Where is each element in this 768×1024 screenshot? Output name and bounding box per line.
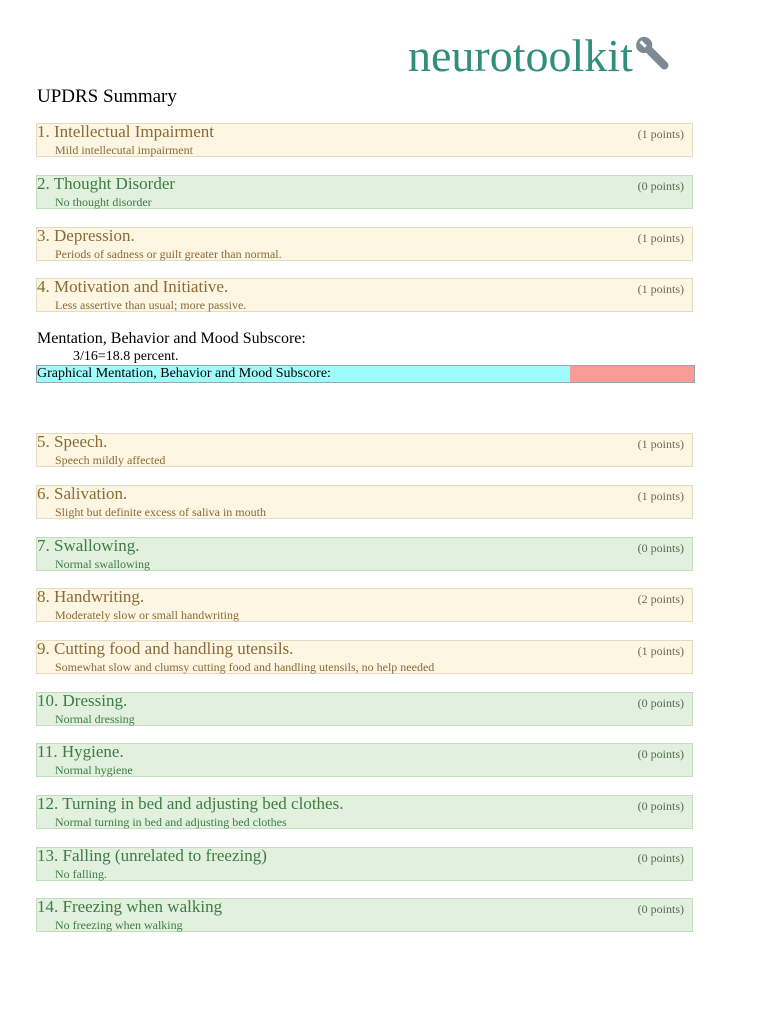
item-description: Normal dressing — [55, 712, 135, 726]
item-points: (0 points) — [637, 541, 684, 555]
item-description: Periods of sadness or guilt greater than normal. — [55, 247, 282, 261]
updrs-item-intellectual-impairment — [36, 123, 693, 157]
subscore-graph-bar — [36, 365, 695, 383]
updrs-item-motivation-initiative — [36, 278, 693, 312]
logo-text: neurotoolkit — [408, 30, 633, 81]
updrs-item-thought-disorder — [36, 175, 693, 209]
item-title: 8. Handwriting. — [37, 587, 145, 606]
item-title: 6. Salivation. — [37, 484, 128, 503]
updrs-item-falling — [36, 847, 693, 881]
item-description: Speech mildly affected — [55, 453, 166, 467]
updrs-item-freezing-walking — [36, 898, 693, 932]
item-description: Normal turning in bed and adjusting bed clothes — [55, 815, 287, 829]
item-points: (0 points) — [637, 851, 684, 865]
item-title: 2. Thought Disorder — [37, 174, 176, 193]
subscore-graph-label: Graphical Mentation, Behavior and Mood Subscore: — [37, 366, 331, 381]
item-title: 9. Cutting food and handling utensils. — [37, 639, 294, 658]
page-title: UPDRS Summary — [37, 86, 177, 107]
item-description: No falling. — [55, 867, 107, 881]
item-description: Somewhat slow and clumsy cutting food and handling utensils, no help needed — [55, 660, 435, 674]
item-description: Moderately slow or small handwriting — [55, 608, 239, 622]
updrs-item-cutting-food — [36, 640, 693, 674]
updrs-item-hygiene — [36, 743, 693, 777]
item-points: (1 points) — [637, 127, 684, 141]
updrs-item-dressing — [36, 692, 693, 726]
item-title: 13. Falling (unrelated to freezing) — [37, 846, 267, 865]
item-title: 1. Intellectual Impairment — [37, 122, 215, 141]
item-points: (0 points) — [637, 696, 684, 710]
neurotoolkit-logo — [408, 28, 673, 84]
wrench-icon — [631, 32, 673, 74]
item-description: Slight but definite excess of saliva in mouth — [55, 505, 266, 519]
item-points: (1 points) — [637, 437, 684, 451]
item-points: (0 points) — [637, 179, 684, 193]
item-title: 7. Swallowing. — [37, 536, 140, 555]
item-points: (1 points) — [637, 489, 684, 503]
item-description: Normal hygiene — [55, 763, 133, 777]
item-points: (1 points) — [637, 231, 684, 245]
item-description: No freezing when walking — [55, 918, 183, 932]
item-title: 11. Hygiene. — [37, 742, 124, 761]
item-title: 12. Turning in bed and adjusting bed clothes. — [37, 794, 344, 813]
updrs-item-turning-in-bed — [36, 795, 693, 829]
updrs-item-depression — [36, 227, 693, 261]
item-points: (1 points) — [637, 644, 684, 658]
subscore-title: Mentation, Behavior and Mood Subscore: — [37, 330, 306, 347]
item-points: (0 points) — [637, 799, 684, 813]
item-title: 3. Depression. — [37, 226, 135, 245]
subscore-value: 3/16=18.8 percent. — [73, 349, 179, 364]
item-description: Normal swallowing — [55, 557, 150, 571]
item-points: (0 points) — [637, 747, 684, 761]
item-points: (0 points) — [637, 902, 684, 916]
item-points: (1 points) — [637, 282, 684, 296]
item-title: 14. Freezing when walking — [37, 897, 223, 916]
item-title: 4. Motivation and Initiative. — [37, 277, 229, 296]
item-title: 10. Dressing. — [37, 691, 128, 710]
item-description: No thought disorder — [55, 195, 152, 209]
updrs-item-salivation — [36, 485, 693, 519]
updrs-item-speech — [36, 433, 693, 467]
updrs-item-handwriting — [36, 588, 693, 622]
updrs-item-swallowing — [36, 537, 693, 571]
item-points: (2 points) — [637, 592, 684, 606]
item-description: Mild intellecutal impairment — [55, 143, 193, 157]
item-title: 5. Speech. — [37, 432, 108, 451]
item-description: Less assertive than usual; more passive. — [55, 298, 247, 312]
